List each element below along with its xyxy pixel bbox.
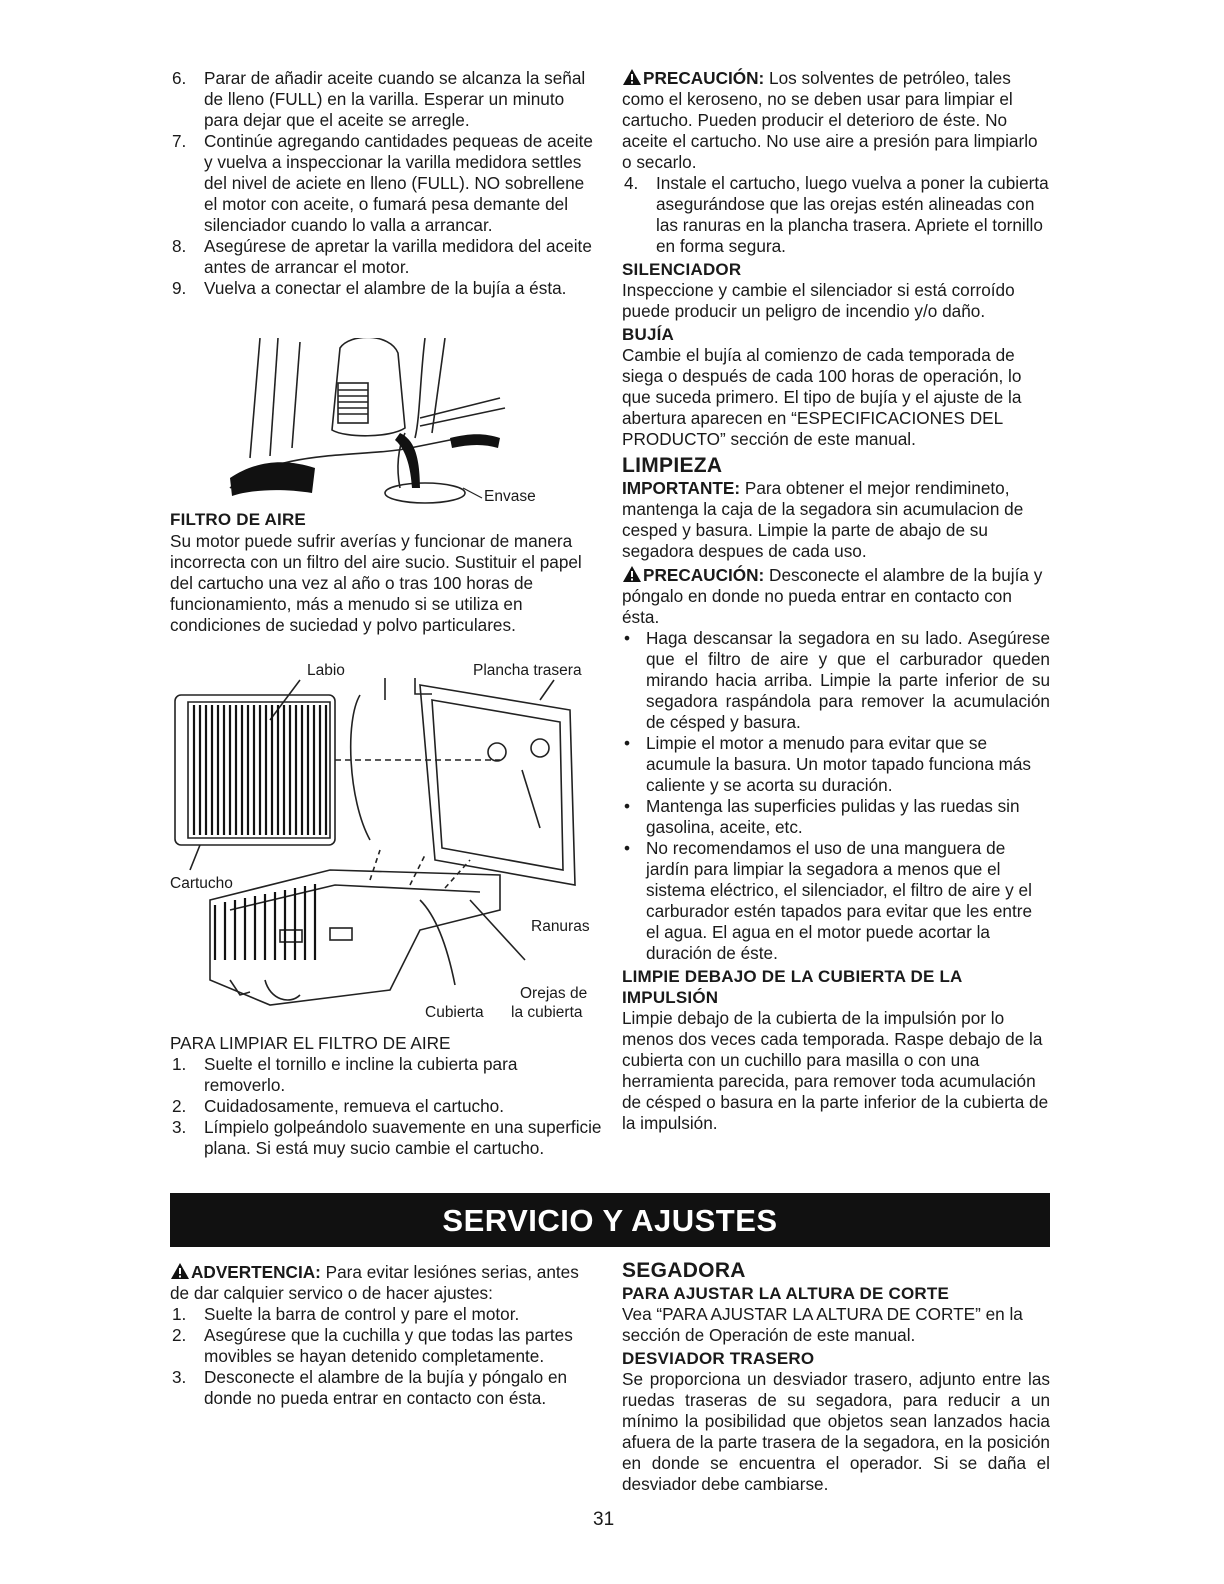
- cartucho-label: Cartucho: [170, 875, 233, 892]
- list-item: • Haga descansar la segadora en su lado. Asegúrese que el filtro de aire y que el carburador queden mirando hacia arriba. Limpie la parte inferior de su segadora raspándola para remover la acumulación de césped y basura.: [624, 628, 1050, 732]
- labio-label: Labio: [307, 662, 345, 679]
- oil-steps: [170, 68, 602, 299]
- desviador-text: Se proporciona un desviador trasero, adjunto entre las ruedas traseras de su segadora, para reducir a un mínimo la posibilidad que objetos sean lanzados hacia afuera de la parte trasera de la segadora, en la posición en donde se encuentra el operador. Si se daña el desviador debe cambiarse.: [622, 1369, 1050, 1494]
- list-item: 1. Suelte la barra de control y pare el motor.: [172, 1304, 520, 1324]
- list-item: 6. Parar de añadir aceite cuando se alcanza la señal de lleno (FULL) en la varilla. Esperar un minuto para dejar que el aceite se arregle.: [172, 68, 586, 130]
- caution-label: PRECAUCIÓN:: [643, 565, 765, 585]
- install-step: [622, 173, 1050, 257]
- right-column-top: [622, 68, 1050, 1134]
- warning-triangle-icon: [622, 68, 642, 86]
- ranuras-label: Ranuras: [531, 918, 590, 935]
- list-item: 2. Cuidadosamente, remueva el cartucho.: [172, 1096, 504, 1116]
- warning-triangle-icon: [170, 1262, 190, 1280]
- air-filter-section: [170, 509, 602, 636]
- clean-filter-title: PARA LIMPIAR EL FILTRO DE AIRE: [170, 1033, 451, 1053]
- warning-label: ADVERTENCIA:: [191, 1262, 321, 1282]
- service-steps: [170, 1304, 602, 1409]
- filter-figure: [170, 660, 602, 1030]
- orejas-label: Orejas de: [520, 985, 588, 1002]
- altura-title: PARA AJUSTAR LA ALTURA DE CORTE: [622, 1284, 949, 1303]
- list-item: 1. Suelte el tornillo e incline la cubierta para removerlo.: [172, 1054, 518, 1095]
- list-item: • No recomendamos el uso de una manguera de jardín para limpiar la segadora a menos que el sistema eléctrico, el silenciador, el filtro de aire y el carburador estén tapados para evitar que les entre el agua. El agua en el motor puede acortar la duración de éste.: [624, 838, 1033, 963]
- silenciador-title: SILENCIADOR: [622, 260, 742, 279]
- list-item: 2. Asegúrese que la cuchilla y que todas las partes movibles se hayan detenido completamente.: [172, 1325, 573, 1366]
- caution-text: Desconecte el alambre de la bujía y póngalo en donde no pueda entrar en contacto con ésta.: [622, 565, 1043, 627]
- page-number: 31: [593, 1509, 615, 1530]
- list-item: 3. Desconecte el alambre de la bujía y póngalo en donde no pueda entrar en contacto con ésta.: [172, 1367, 568, 1408]
- bujia-title: BUJÍA: [622, 325, 675, 344]
- list-item: 4. Instale el cartucho, luego vuelva a poner la cubierta asegurándose que las orejas estén alineadas con las ranuras en la plancha trasera. Apriete el tornillo en forma segura.: [624, 173, 1049, 256]
- silenciador-text: Inspeccione y cambie el silenciador si está corroído puede producir un peligro de incendio y/o daño.: [622, 280, 1015, 321]
- air-filter-text: Su motor puede sufrir averías y funcionar de manera incorrecta con un filtro del aire sucio. Sustituir el papel del cartucho una vez al año o tras 100 horas de funcionamiento, más a menudo si se utiliza en condiciones de suciedad y polvo particulares.: [170, 531, 582, 635]
- limpie-text: Limpie debajo de la cubierta de la impulsión por lo menos dos veces cada temporada. Raspe debajo de la cubierta con un cuchillo para masilla o con una herramienta parecida, para remover toda acumulación de césped o basura en la parte inferior de la cubierta de la impulsión.: [622, 1008, 1049, 1133]
- left-column-top: [170, 68, 602, 299]
- section-banner: SERVICIO Y AJUSTES: [170, 1193, 1050, 1247]
- list-item: 8. Asegúrese de apretar la varilla medidora del aceite antes de arrancar el motor.: [172, 236, 592, 277]
- orejas-label-2: la cubierta: [511, 1004, 583, 1021]
- right-column-bottom: [622, 1258, 1050, 1495]
- limpie-title: LIMPIE DEBAJO DE LA CUBIERTA DE LA IMPULSIÓN: [622, 967, 962, 1007]
- importante-label: IMPORTANTE:: [622, 478, 741, 498]
- limpieza-title: LIMPIEZA: [622, 454, 723, 477]
- air-filter-title: FILTRO DE AIRE: [170, 510, 306, 529]
- bujia-text: Cambie el bujía al comienzo de cada temporada de siega o después de cada 100 horas de operación, lo que suceda primero. El tipo de bujía y el ajuste de la abertura aparecen en “ESPECIFICACIONES DEL PRODUCTO” sección de este manual.: [622, 345, 1022, 449]
- left-column-bottom: [170, 1262, 602, 1409]
- plancha-label: Plancha trasera: [473, 662, 582, 679]
- list-item: • Limpie el motor a menudo para evitar que se acumule la basura. Un motor tapado funciona más caliente y se acorta su duración.: [624, 733, 1032, 795]
- air-filter-illustration: [170, 660, 602, 1030]
- caution-label: PRECAUCIÓN:: [643, 68, 765, 88]
- clean-filter-section: [170, 1033, 602, 1159]
- altura-text: Vea “PARA AJUSTAR LA ALTURA DE CORTE” en la sección de Operación de este manual.: [622, 1304, 1023, 1345]
- cleaning-bullets: [622, 628, 1050, 964]
- list-item: 9. Vuelva a conectar el alambre de la bujía a ésta.: [172, 278, 567, 298]
- envase-label: Envase: [484, 488, 536, 505]
- caution-paragraph-1: [622, 68, 1050, 173]
- clean-filter-steps: [170, 1054, 602, 1159]
- caution-text: Los solventes de petróleo, tales como el keroseno, no se deben usar para limpiar el cartucho. Pueden producir el deterioro de éste. No aceite el cartucho. No use aire a presión para limpiarlo o secarlo.: [622, 68, 1038, 172]
- segadora-title: SEGADORA: [622, 1259, 746, 1282]
- cubierta-label: Cubierta: [425, 1004, 484, 1021]
- list-item: 3. Límpielo golpeándolo suavemente en una superficie plana. Si está muy sucio cambie el cartucho.: [172, 1117, 602, 1158]
- importante-text: Para obtener el mejor rendimineto, mantenga la caja de la segadora sin acumulacion de cesped y basura. Limpie la parte de abajo de su segadora despues de cada uso.: [622, 478, 1024, 561]
- oil-figure: [220, 338, 560, 508]
- desviador-title: DESVIADOR TRASERO: [622, 1349, 815, 1368]
- oil-engine-illustration: [220, 338, 560, 508]
- warning-triangle-icon: [622, 565, 642, 583]
- list-item: • Mantenga las superficies pulidas y las ruedas sin gasolina, aceite, etc.: [624, 796, 1020, 837]
- caution-paragraph-2: [622, 565, 1050, 628]
- warning-paragraph: [170, 1262, 602, 1304]
- importante-paragraph: [622, 478, 1050, 562]
- list-item: 7. Continúe agregando cantidades pequeas de aceite y vuelva a inspeccionar la varilla medidora settles del nivel de aciete en lleno (FULL). NO sobrellene el motor con aceite, o fumará pesa demante del silenciador cuando lo valla a arrancar.: [172, 131, 593, 235]
- warning-text: Para evitar lesiónes serias, antes de dar calquier servico o de hacer ajustes:: [170, 1262, 579, 1303]
